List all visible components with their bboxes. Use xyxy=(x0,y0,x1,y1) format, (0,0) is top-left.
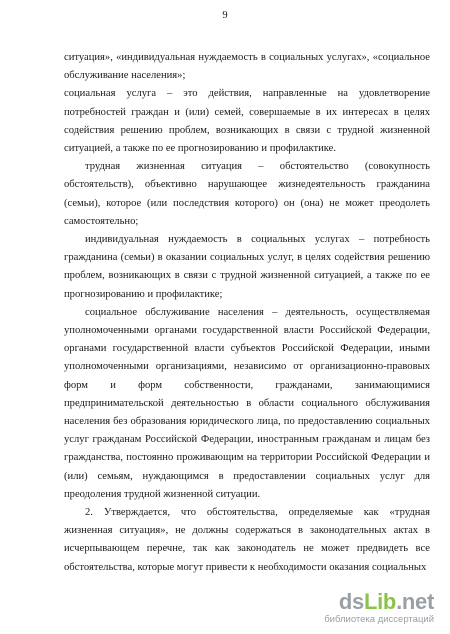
paragraph: социальное обслуживание населения – деятельность, осуществляемая уполномоченными органами государственной власти Российской Федерации, органами государственной власти субъектов Российской Федерации, иными уполномоченными организациями, независимо от организационно-правовых форм и форм собственности, гражданами, занимающимися предпринимательской деятельностью в области социального обслуживания населения без образования юридического лица, по предоставлению социальных услуг гражданам Российской Федерации, иностранным гражданам и лицам без гражданства, постоянно проживающим на территории Российской Федерации и (или) семьям, нуждающимся в предоставлении социальных услуг для преодоления трудной жизненной ситуации. xyxy=(64,306,430,500)
paragraph: 2. Утверждается, что обстоятельства, определяемые как «трудная жизненная ситуация», не должны содержаться в законодательных актах в исчерпывающем перечне, так как законодатель не может предвидеть все обстоятельства, которые могут привести к необходимости оказания социальных xyxy=(64,507,430,573)
watermark-tagline: библиотека диссертаций xyxy=(324,614,434,625)
watermark-logo: dsLib.net xyxy=(338,589,434,614)
paragraph: индивидуальная нуждаемость в социальных услугах – потребность гражданина (семьи) в оказании социальных услуг, в целях содействия решению проблем, возникающих в связи с трудной жизненной ситуацией, а также по ее прогнозированию и профилактике; xyxy=(64,234,430,300)
paragraph: ситуация», «индивидуальная нуждаемость в социальных услугах», «социальное обслуживание населения»; xyxy=(64,52,430,82)
watermark xyxy=(294,590,434,626)
document-body xyxy=(64,49,430,577)
paragraph: трудная жизненная ситуация – обстоятельство (совокупность обстоятельств), объективно нарушающее жизнедеятельность гражданина (семьи), которое (или последствия которого) он (она) не может преодолеть самостоятельно; xyxy=(64,161,430,227)
page-number: 9 xyxy=(222,10,228,21)
paragraph: социальная услуга – это действия, направленные на удовлетворение потребностей граждан и (или) семей, совершаемые в их интересах в целях содействия решению проблем, возникающих в связи с трудной жизненной ситуацией, а также по ее прогнозированию и профилактике. xyxy=(64,88,430,155)
